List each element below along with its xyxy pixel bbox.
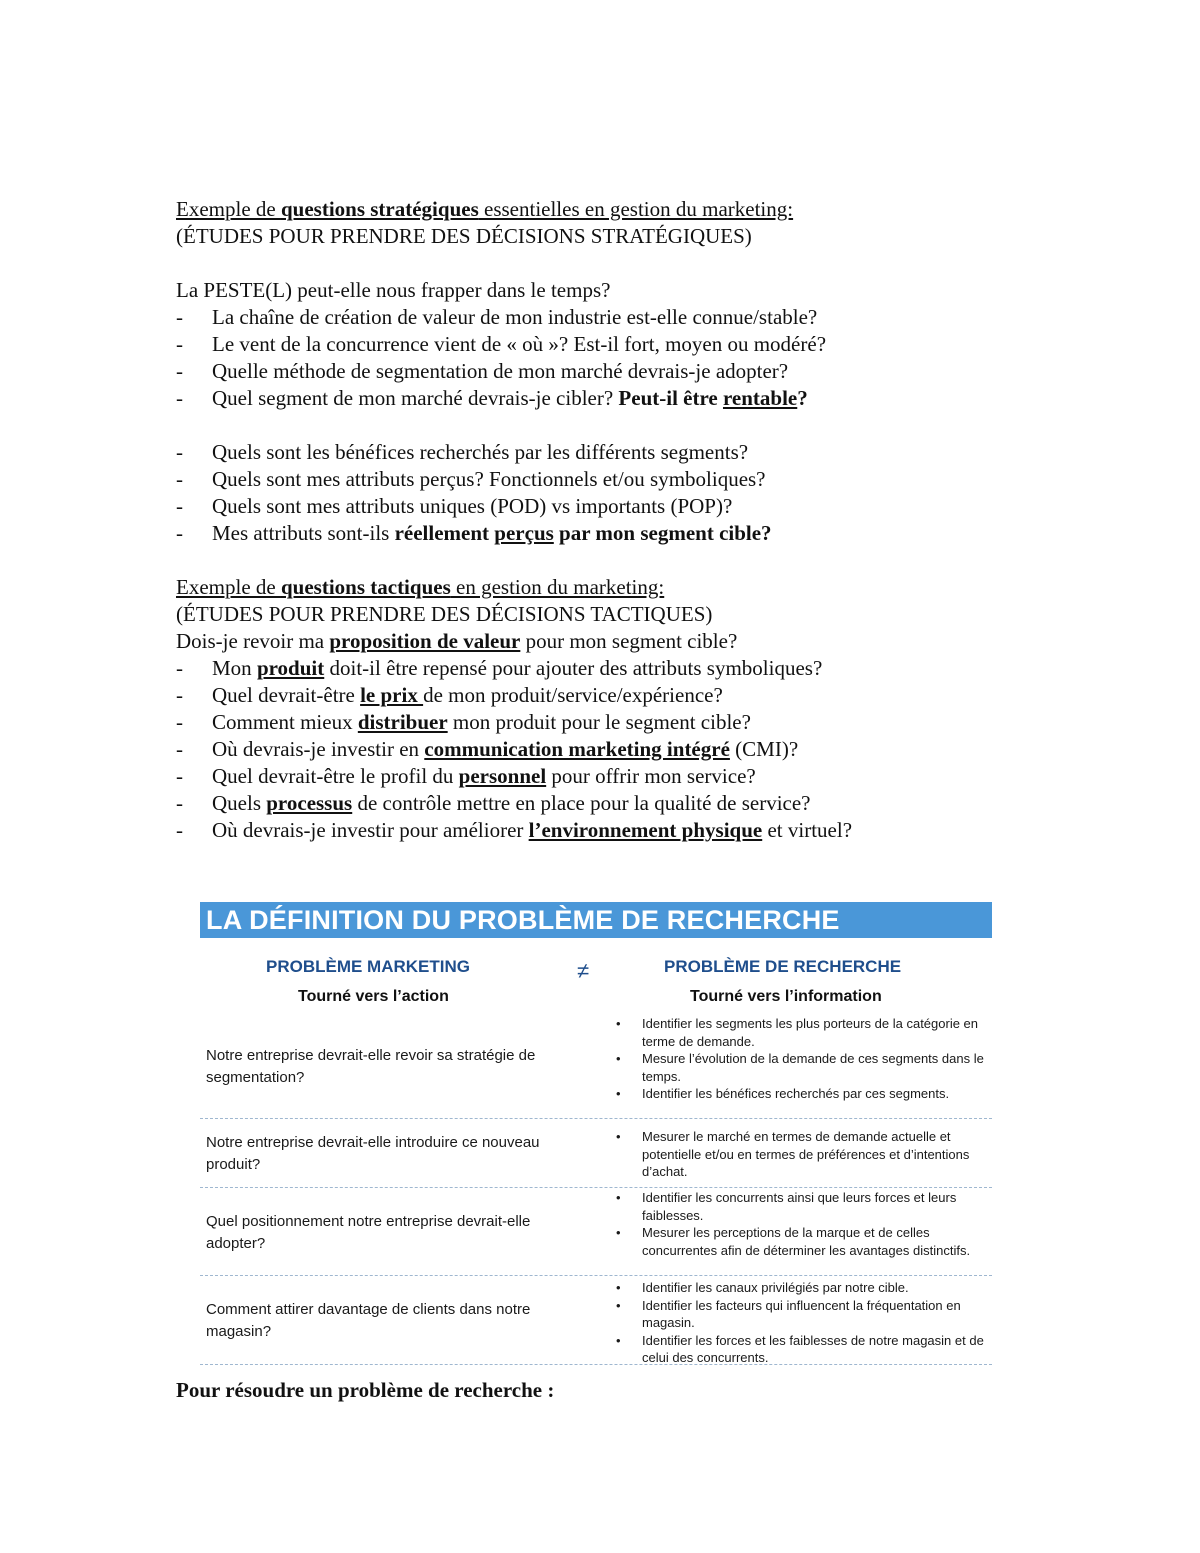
research-problem-header: PROBLÈME DE RECHERCHE xyxy=(664,957,902,976)
list-item: - Mon produit doit-il être repensé pour ajouter des attributs symboliques? xyxy=(176,656,823,680)
list-item: - Le vent de la concurrence vient de « où »? Est-il fort, moyen ou modéré? xyxy=(176,332,827,356)
list-item-text: Quels sont mes attributs uniques (POD) vs importants (POP)? xyxy=(212,494,733,518)
list-item-text: Le vent de la concurrence vient de « où »? Est-il fort, moyen ou modéré? xyxy=(212,332,827,356)
list-item: - La chaîne de création de valeur de mon industrie est-elle connue/stable? xyxy=(176,305,818,329)
row-divider xyxy=(200,1364,992,1365)
heading-text: Exemple de xyxy=(176,575,281,599)
marketing-question: Comment attirer davantage de clients dans notre magasin? xyxy=(206,1301,531,1340)
heading-text: en gestion du marketing: xyxy=(450,575,665,599)
marketing-question: Notre entreprise devrait-elle revoir sa stratégie de segmentation? xyxy=(206,1047,536,1086)
list-item: • Mesurer les perceptions de la marque et de celles concurrentes afin de déterminer les avantages distinctifs. xyxy=(612,1224,992,1259)
list-item: - Quelle méthode de segmentation de mon marché devrais-je adopter? xyxy=(176,359,789,383)
list-item: • Mesure l’évolution de la demande de ces segments dans le temps. xyxy=(612,1050,992,1085)
list-item-text: pour offrir mon service? xyxy=(546,764,756,788)
list-item-text: Où devrais-je investir en xyxy=(212,737,425,761)
list-item: • Identifier les segments les plus porteurs de la catégorie en terme de demande. xyxy=(612,1015,992,1050)
strategic-intro: La PESTE(L) peut-elle nous frapper dans le temps? xyxy=(176,278,611,302)
action-subheader: Tourné vers l’action xyxy=(298,988,449,1005)
list-item: - Quels processus de contrôle mettre en place pour la qualité de service? xyxy=(176,791,811,815)
list-item: • Mesurer le marché en termes de demande actuelle et potentielle et/ou en termes de préférences et d’intentions d’achat. xyxy=(612,1128,992,1181)
heading-bold-text: questions stratégiques xyxy=(280,197,479,221)
emphasis-text: par mon segment cible? xyxy=(553,521,772,545)
list-item: • Identifier les concurrents ainsi que leurs forces et leurs faiblesses. xyxy=(612,1189,992,1224)
list-item: - Quel segment de mon marché devrais-je cibler? Peut-il être rentable? xyxy=(176,386,808,410)
marketing-question: Quel positionnement notre entreprise devrait-elle adopter? xyxy=(206,1213,531,1252)
list-item-text: Quel segment de mon marché devrais-je cibler? xyxy=(212,386,619,410)
marketing-question: Notre entreprise devrait-elle introduire ce nouveau produit? xyxy=(206,1134,540,1173)
research-bullets xyxy=(612,1128,992,1181)
list-item-text: Comment mieux xyxy=(212,710,358,734)
not-equal-icon: ≠ xyxy=(577,958,590,983)
figure-title: LA DÉFINITION DU PROBLÈME DE RECHERCHE xyxy=(200,902,992,938)
research-bullets xyxy=(612,1189,992,1259)
emphasis-underlined-text: produit xyxy=(256,656,325,680)
list-item: - Quel devrait-être le prix de mon produit/service/expérience? xyxy=(176,683,723,707)
heading-text: essentielles en gestion du marketing: xyxy=(478,197,794,221)
list-item: - Où devrais-je investir pour améliorer l’environnement physique et virtuel? xyxy=(176,818,853,842)
row-divider xyxy=(200,1275,992,1276)
list-item-text: Mon xyxy=(212,656,257,680)
information-subheader: Tourné vers l’information xyxy=(690,988,882,1005)
heading-text: Exemple de xyxy=(176,197,281,221)
emphasis-underlined-text: processus xyxy=(266,791,353,815)
research-bullets xyxy=(612,1015,992,1103)
emphasis-underlined-text: rentable xyxy=(722,386,798,410)
list-item: - Quels sont mes attributs uniques (POD) vs importants (POP)? xyxy=(176,494,733,518)
emphasis-underlined-text: le prix xyxy=(360,683,424,707)
research-bullets xyxy=(612,1279,992,1367)
heading-bold-text: questions tactiques xyxy=(280,575,451,599)
emphasis-underlined-text: l’environnement physique xyxy=(528,818,763,842)
research-problem-figure xyxy=(200,902,992,1368)
list-item-text: La chaîne de création de valeur de mon industrie est-elle connue/stable? xyxy=(212,305,818,329)
row-divider xyxy=(200,1187,992,1188)
list-item-text: doit-il être repensé pour ajouter des attributs symboliques? xyxy=(324,656,823,680)
strategic-heading xyxy=(176,196,996,223)
list-item-text: Quelle méthode de segmentation de mon marché devrais-je adopter? xyxy=(212,359,789,383)
tactical-subheading: (ÉTUDES POUR PRENDRE DES DÉCISIONS TACTIQUES) xyxy=(176,602,713,626)
list-item-text: de mon produit/service/expérience? xyxy=(423,683,723,707)
list-item: • Identifier les canaux privilégiés par notre cible. xyxy=(612,1279,992,1297)
list-item-text: Quel devrait-être le profil du xyxy=(212,764,459,788)
marketing-problem-header: PROBLÈME MARKETING xyxy=(266,957,470,976)
list-item: - Quel devrait-être le profil du personnel pour offrir mon service? xyxy=(176,764,756,788)
strategic-subheading: (ÉTUDES POUR PRENDRE DES DÉCISIONS STRATÉGIQUES) xyxy=(176,224,752,248)
emphasis-underlined-text: communication marketing intégré xyxy=(424,737,730,761)
intro-text: Dois-je revoir ma xyxy=(176,629,330,653)
list-item: • Identifier les facteurs qui influencent la fréquentation en magasin. xyxy=(612,1297,992,1332)
list-item: • Identifier les bénéfices recherchés par ces segments. xyxy=(612,1085,992,1103)
list-item: - Où devrais-je investir en communication marketing intégré (CMI)? xyxy=(176,737,799,761)
emphasis-underlined-text: perçus xyxy=(494,521,554,545)
list-item: - Quels sont mes attributs perçus? Fonctionnels et/ou symboliques? xyxy=(176,467,766,491)
strategic-section xyxy=(176,196,996,547)
tactical-heading xyxy=(176,574,996,601)
list-item: - Mes attributs sont-ils réellement perçus par mon segment cible? xyxy=(176,521,772,545)
emphasis-text: Peut-il être xyxy=(618,386,723,410)
list-item-text: et virtuel? xyxy=(762,818,853,842)
list-item-text: Quel devrait-être xyxy=(212,683,361,707)
list-item-text: Où devrais-je investir pour améliorer xyxy=(212,818,529,842)
row-divider xyxy=(200,1118,992,1119)
list-item-text: Mes attributs sont-ils xyxy=(212,521,395,545)
list-item-text: Quels sont les bénéfices recherchés par les différents segments? xyxy=(212,440,749,464)
list-item-text: Quels sont mes attributs perçus? Fonctionnels et/ou symboliques? xyxy=(212,467,766,491)
list-item: • Identifier les forces et les faiblesses de notre magasin et de celui des concurrents. xyxy=(612,1332,992,1367)
intro-text: pour mon segment cible? xyxy=(520,629,738,653)
list-item-text: Quels xyxy=(212,791,267,815)
emphasis-underlined-text: proposition de valeur xyxy=(329,629,521,653)
emphasis-underlined-text: distribuer xyxy=(357,710,448,734)
list-item: - Comment mieux distribuer mon produit pour le segment cible? xyxy=(176,710,751,734)
tactical-intro xyxy=(176,628,996,655)
list-item-text: (CMI)? xyxy=(729,737,799,761)
tactical-section xyxy=(176,574,996,844)
emphasis-text: ? xyxy=(797,386,808,410)
list-item-text: de contrôle mettre en place pour la qualité de service? xyxy=(352,791,811,815)
list-item-text: mon produit pour le segment cible? xyxy=(447,710,751,734)
emphasis-text: réellement xyxy=(394,521,495,545)
list-item: - Quels sont les bénéfices recherchés par les différents segments? xyxy=(176,440,749,464)
bottom-heading: Pour résoudre un problème de recherche : xyxy=(176,1378,555,1402)
emphasis-underlined-text: personnel xyxy=(458,764,547,788)
